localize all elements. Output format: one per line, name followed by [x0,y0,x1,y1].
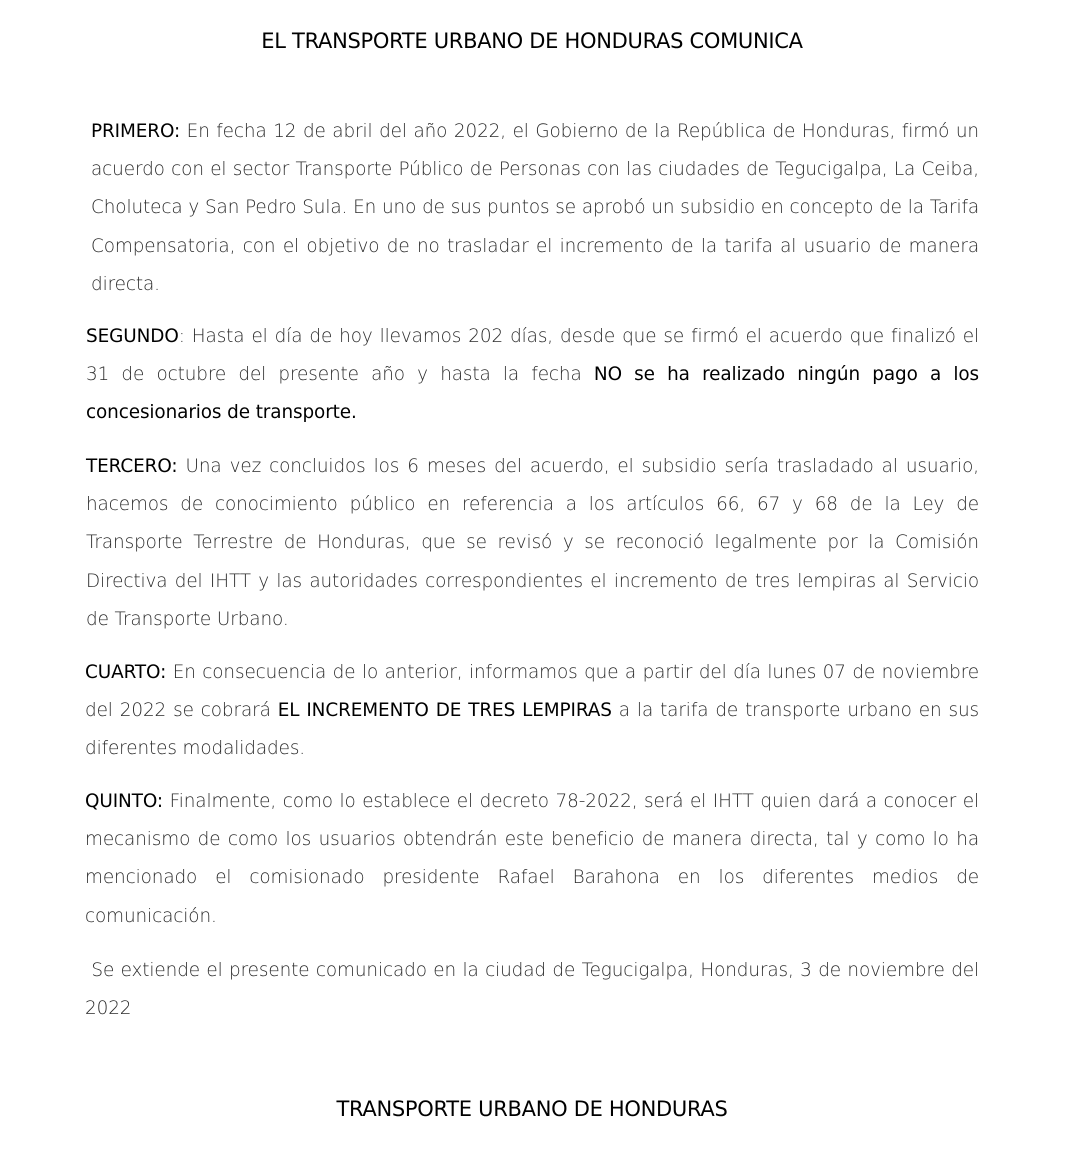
paragraph-label: SEGUNDO [86,326,179,347]
signature: TRANSPORTE URBANO DE HONDURAS [336,1097,728,1121]
closing-text: Se extiende el presente comunicado en la ciudad de Tegucigalpa, Honduras, 3 de noviembre del 2022 [85,960,979,1020]
paragraph-emphasis: EL INCREMENTO DE TRES LEMPIRAS [277,700,612,722]
paragraph-label: TERCERO: [86,456,178,477]
paragraph-text: En fecha 12 de abril del año 2022, el Gobierno de la República de Honduras, firmó un acuerdo con el sector Transporte Público de Personas con las ciudades de Tegucigalpa, La Ceiba, Choluteca y San Pedro Sula. En uno de sus puntos se aprobó un subsidio en concepto de la Tarifa Compensatoria, con el objetivo de no trasladar el incremento de la tarifa al usuario de manera directa. [91,121,979,295]
paragraph-text: Finalmente, como lo establece el decreto 78-2022, será el IHTT quien dará a conocer el mecanismo de como los usuarios obtendrán este beneficio de manera directa, tal y como lo ha mencionado el comisionado presidente Rafael Barahona en los diferentes medios de comunicación. [85,791,979,927]
paragraph-cuarto [85,654,979,769]
paragraph-text: : Hasta el día de hoy llevamos 202 días, desde que se firmó el acuerdo que finalizó el 31 de octubre del presente año y hasta la fecha [86,326,979,386]
paragraph-label: CUARTO: [85,662,167,683]
paragraph-emphasis: NO se ha realizado ningún pago a los concesionarios de transporte. [86,364,980,424]
paragraph-tercero [86,448,979,639]
paragraph-closing [85,952,979,1028]
paragraph-segundo [86,318,979,433]
paragraph-label: PRIMERO: [91,121,181,142]
paragraph-quinto [85,783,979,936]
paragraph-text: Una vez concluidos los 6 meses del acuerdo, el subsidio sería trasladado al usuario, hacemos de conocimiento público en referencia a los artículos 66, 67 y 68 de la Ley de Transporte Terrestre de Honduras, que se revisó y se reconoció legalmente por la Comisión Directiva del IHTT y las autoridades correspondientes el incremento de tres lempiras al Servicio de Transporte Urbano. [86,456,979,630]
paragraph-text-after: a la tarifa de transporte urbano en sus diferentes modalidades. [85,700,979,760]
paragraph-primero [91,113,979,304]
paragraph-label: QUINTO: [85,791,163,812]
paragraph-text: En consecuencia de lo anterior, informamos que a partir del día lunes 07 de noviembre del 2022 se cobrará [85,662,979,722]
document-title: EL TRANSPORTE URBANO DE HONDURAS COMUNICA [261,29,803,53]
